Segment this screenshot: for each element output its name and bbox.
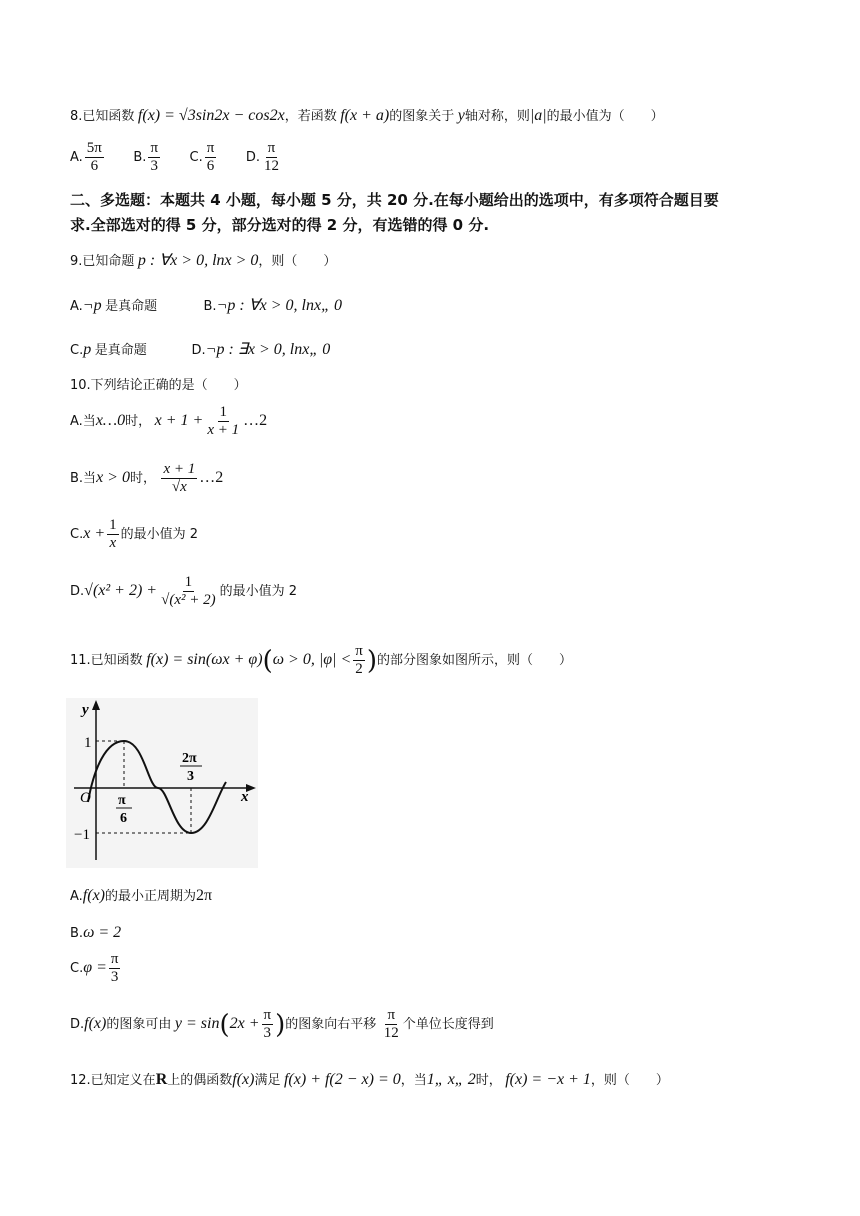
q8-option-c[interactable]: C. $\frac{\pi}{6}$: [189, 140, 215, 175]
q12-stem: 12.已知定义在R上的偶函数f(x)满足 f(x) + f(2 − x) = 0，当1„ x„ 2时， f(x) = −x + 1，则（ ）: [70, 1071, 669, 1088]
q8-option-d[interactable]: D. $\frac{\pi}{12}$: [245, 140, 279, 175]
q10-option-a[interactable]: A.当x…0时， x + 1 + $\frac{1}{x + 1}$ …2: [70, 404, 268, 439]
q11-option-b[interactable]: B.ω = 2: [70, 924, 122, 941]
q11-stem: 11.已知函数 f(x) = sin(ωx + φ)(ω > 0, |φ| < $\frac{\pi}{2}$ )的部分图象如图所示，则（ ）: [70, 643, 573, 678]
q9-option-b[interactable]: B.¬p : ∀x > 0, lnx„ 0: [203, 297, 342, 314]
origin-label: O: [80, 790, 91, 806]
q8-options: [70, 140, 307, 176]
q11-option-c[interactable]: C.φ = $\frac{\pi}{3}$: [70, 951, 119, 986]
y-axis-label: y: [82, 702, 89, 718]
q9-option-c[interactable]: C.p 是真命题: [70, 341, 147, 358]
q10-stem: 10.下列结论正确的是（ ）: [70, 378, 247, 393]
q9-option-a[interactable]: A.¬p 是真命题: [70, 297, 158, 314]
y-tick-1: 1: [84, 735, 92, 751]
q8-option-a[interactable]: A. $\frac{5\pi}{6}$: [70, 140, 102, 175]
section2-heading-line1: 二、多选题：本题共 4 小题，每小题 5 分，共 20 分.在每小题给出的选项中，有多项符合题目要: [70, 191, 719, 209]
q11-option-a[interactable]: A.f(x)的最小正周期为2π: [70, 887, 213, 904]
q11-sine-graph: [66, 698, 258, 868]
y-tick-neg1: −1: [74, 827, 90, 843]
x-tick-2pi3-num: 2π: [182, 751, 197, 766]
section2-heading-line2: 求.全部选对的得 5 分，部分选对的得 2 分，有选错的得 0 分.: [70, 216, 490, 234]
x-tick-pi6-num: π: [118, 793, 126, 808]
q9-options-ab: [70, 296, 342, 317]
q9-options-cd: [70, 340, 330, 361]
q9-stem: 9.已知命题 p : ∀x > 0, lnx > 0，则（ ）: [70, 252, 337, 269]
q11-option-d[interactable]: D.f(x)的图象可由 y = sin(2x + $\frac{\pi}{3}$ )的图象向右平移 $\frac{\pi}{12}$ 个单位长度得到: [70, 1007, 494, 1042]
q10-option-b[interactable]: B.当x > 0时， $\frac{x + 1}{√x}$ …2: [70, 461, 224, 496]
x-axis-label: x: [241, 789, 249, 805]
q10-option-c[interactable]: C.x + $\frac{1}{x}$ 的最小值为 2: [70, 517, 199, 552]
q9-option-d[interactable]: D.¬p : ∃x > 0, lnx„ 0: [191, 341, 331, 358]
q8-number: 8.: [70, 109, 83, 124]
x-tick-2pi3-den: 3: [187, 769, 194, 784]
q8-option-b[interactable]: B. $\frac{\pi}{3}$: [133, 140, 159, 175]
q8-stem: 8.已知函数 f(x) = √3sin2x − cos2x，若函数 f(x + a)的图象关于 y轴对称，则|a|的最小值为（ ）: [70, 107, 664, 124]
q10-option-d[interactable]: D.√(x² + 2) + $\frac{1}{\text{√(x² + 2)}}$ 的最小值为 2: [70, 574, 297, 609]
q8-formula: f(x) = √3sin2x − cos2x: [137, 107, 285, 124]
x-tick-pi6-den: 6: [120, 811, 127, 826]
